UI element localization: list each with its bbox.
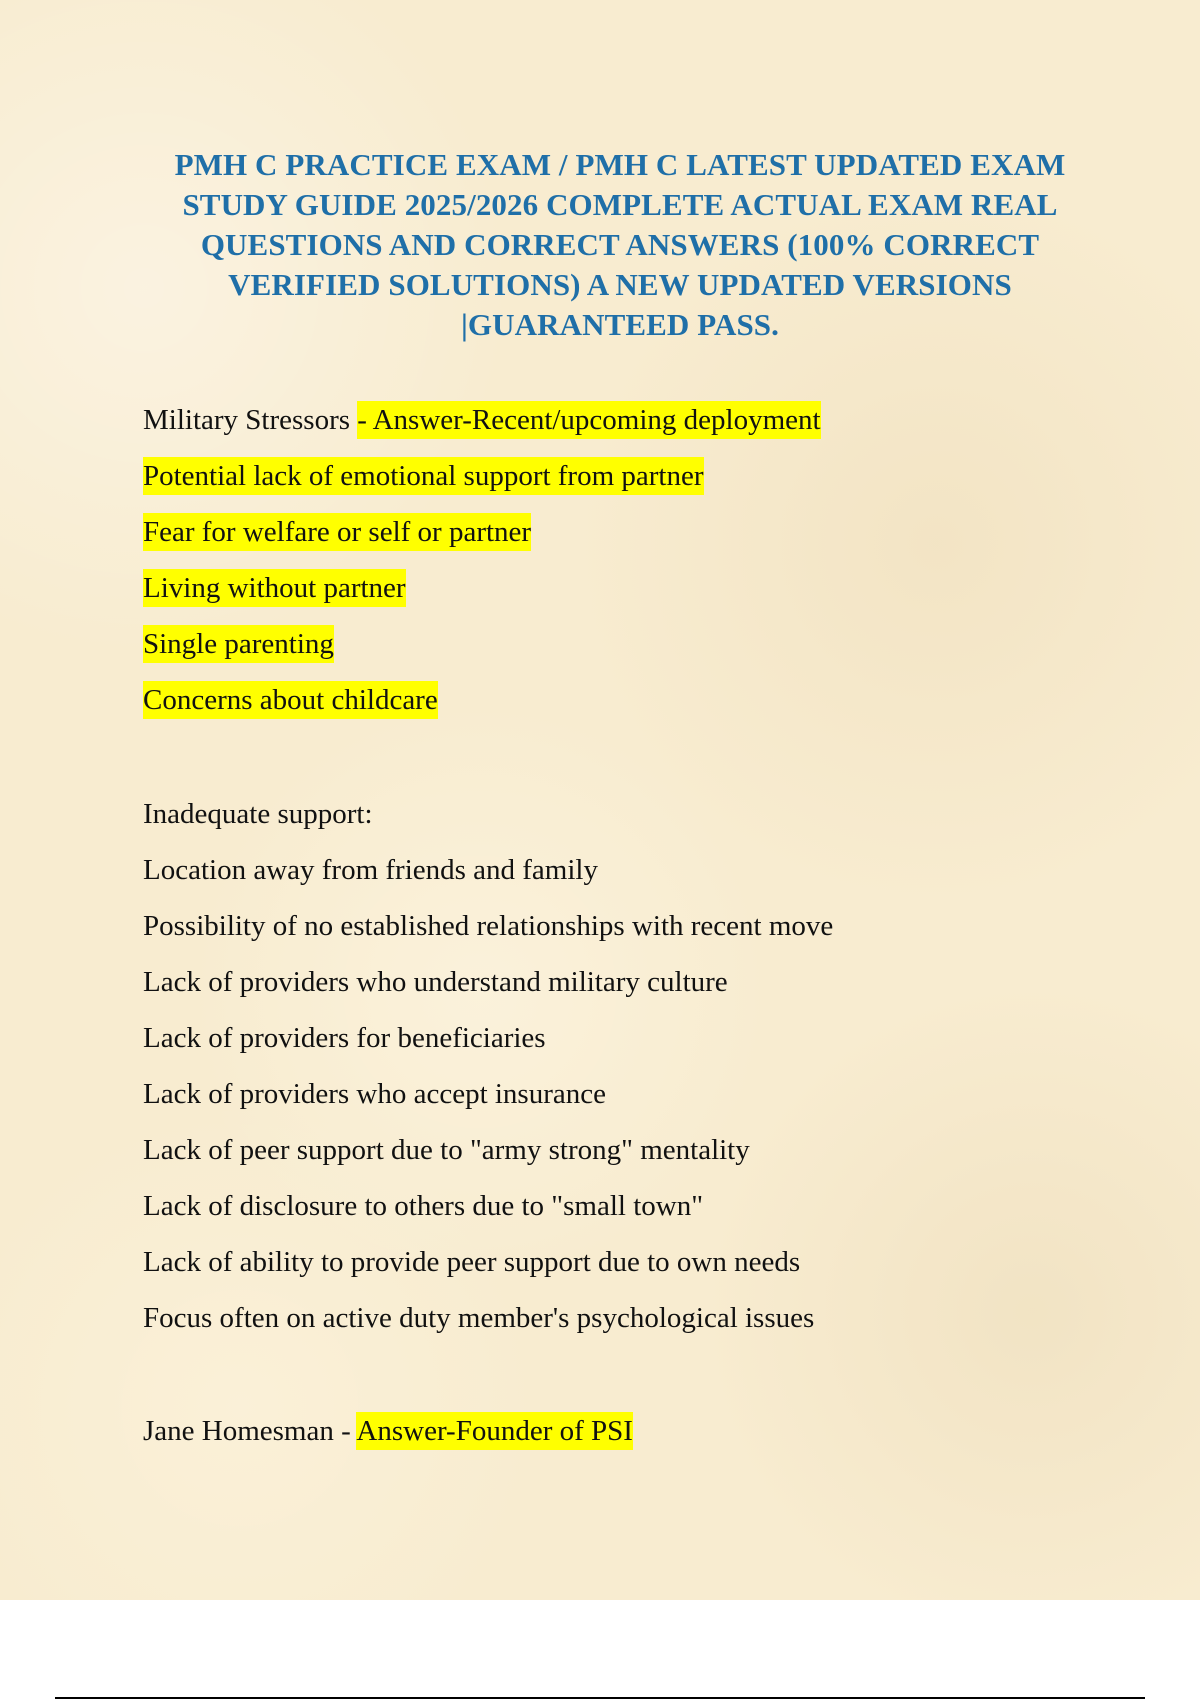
answer-line xyxy=(143,616,821,672)
answer-line xyxy=(143,560,821,616)
inadequate-support-list xyxy=(143,786,833,1346)
list-item: Lack of providers for beneficiaries xyxy=(143,1022,546,1054)
list-item: Lack of ability to provide peer support due to own needs xyxy=(143,1246,801,1278)
answer-highlight: Single parenting xyxy=(143,625,334,663)
list-item: Lack of providers who accept insurance xyxy=(143,1078,606,1110)
title-line: QUESTIONS AND CORRECT ANSWERS (100% CORRECT xyxy=(200,227,1040,262)
question-row xyxy=(143,1403,633,1459)
title-line: VERIFIED SOLUTIONS) A NEW UPDATED VERSIONS xyxy=(228,267,1012,302)
answer-line xyxy=(143,448,821,504)
title-line: PMH C PRACTICE EXAM / PMH C LATEST UPDATED EXAM xyxy=(174,147,1066,182)
title-line: STUDY GUIDE 2025/2026 COMPLETE ACTUAL EXAM REAL xyxy=(182,187,1058,222)
answer-line xyxy=(143,672,821,728)
title-line: |GUARANTEED PASS. xyxy=(461,307,779,342)
answer-highlight: - Answer-Recent/upcoming deployment xyxy=(357,401,820,439)
list-item: Possibility of no established relationships with recent move xyxy=(143,910,834,942)
footer-divider xyxy=(55,1697,1145,1699)
answer-line xyxy=(143,504,821,560)
list-item: Lack of peer support due to "army strong" mentality xyxy=(143,1134,750,1166)
question-term: Military Stressors xyxy=(143,404,358,436)
answer-highlight: Living without partner xyxy=(143,569,406,607)
question-term: Jane Homesman - xyxy=(143,1415,357,1447)
list-item: Location away from friends and family xyxy=(143,854,598,886)
question-row xyxy=(143,392,821,448)
list-item: Focus often on active duty member's psychological issues xyxy=(143,1302,815,1334)
document-title xyxy=(130,145,1110,345)
military-stressors-entry xyxy=(143,392,821,728)
answer-highlight: Concerns about childcare xyxy=(143,681,438,719)
answer-highlight: Potential lack of emotional support from partner xyxy=(143,457,704,495)
list-item: Lack of disclosure to others due to "small town" xyxy=(143,1190,704,1222)
jane-homesman-entry xyxy=(143,1403,633,1459)
list-item: Lack of providers who understand military culture xyxy=(143,966,728,998)
answer-highlight: Answer-Founder of PSI xyxy=(356,1412,633,1450)
answer-highlight: Fear for welfare or self or partner xyxy=(143,513,531,551)
list-item: Inadequate support: xyxy=(143,798,373,830)
